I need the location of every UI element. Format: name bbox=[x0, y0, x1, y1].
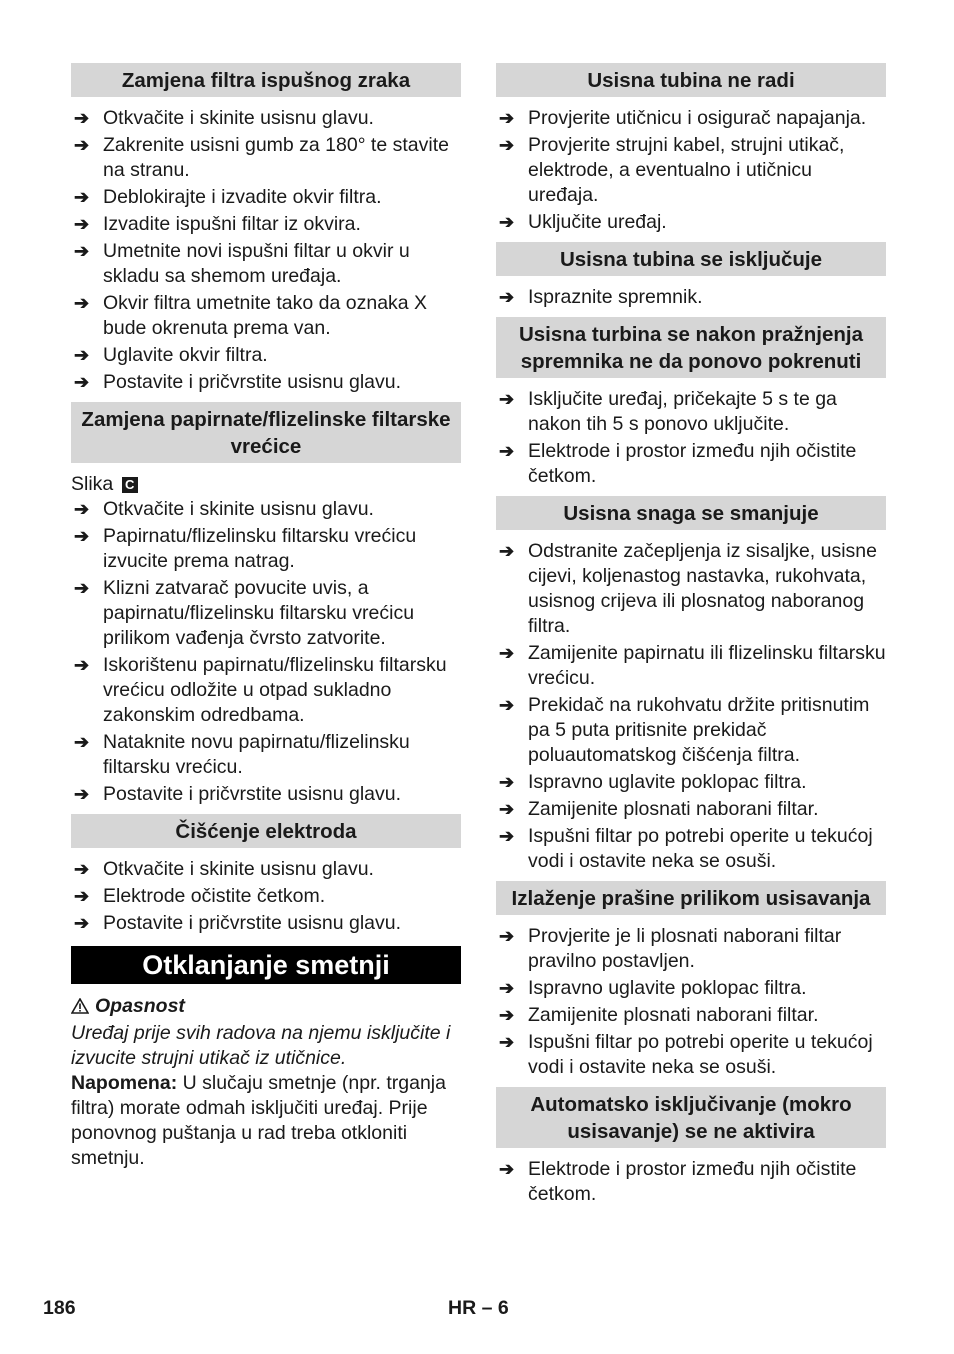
arrow-right-icon: ➔ bbox=[499, 978, 515, 998]
step-item bbox=[496, 539, 886, 639]
step-list bbox=[496, 106, 886, 235]
warning-label: Opasnost bbox=[95, 995, 185, 1017]
arrow-right-icon: ➔ bbox=[74, 499, 90, 519]
step-text: Zamijenite plosnati naborani filtar. bbox=[528, 798, 819, 820]
step-item bbox=[71, 524, 461, 574]
arrow-right-icon: ➔ bbox=[499, 108, 515, 128]
step-text: Otkvačite i skinite usisnu glavu. bbox=[103, 498, 374, 520]
step-item bbox=[496, 1030, 886, 1080]
step-text: Otkvačite i skinite usisnu glavu. bbox=[103, 107, 374, 129]
step-text: Ispravno uglavite poklopac filtra. bbox=[528, 977, 807, 999]
step-text: Postavite i pričvrstite usisnu glavu. bbox=[103, 912, 402, 934]
step-item bbox=[496, 1157, 886, 1207]
step-text: Elektrode i prostor između njih očistite četkom. bbox=[528, 440, 857, 487]
step-item bbox=[71, 576, 461, 651]
step-item bbox=[71, 239, 461, 289]
arrow-right-icon: ➔ bbox=[499, 212, 515, 232]
arrow-right-icon: ➔ bbox=[74, 913, 90, 933]
arrow-right-icon: ➔ bbox=[499, 826, 515, 846]
arrow-right-icon: ➔ bbox=[74, 372, 90, 392]
step-text: Zamijenite plosnati naborani filtar. bbox=[528, 1004, 819, 1026]
step-text: Deblokirajte i izvadite okvir filtra. bbox=[103, 186, 382, 208]
figure-reference bbox=[71, 472, 461, 497]
step-list bbox=[496, 539, 886, 874]
step-text: Ispraznite spremnik. bbox=[528, 286, 703, 308]
step-list bbox=[496, 387, 886, 489]
arrow-right-icon: ➔ bbox=[74, 784, 90, 804]
step-item bbox=[71, 911, 461, 936]
step-text: Ispušni filtar po potrebi operite u tekućoj vodi i ostavite neka se osuši. bbox=[528, 1031, 873, 1078]
arrow-right-icon: ➔ bbox=[74, 886, 90, 906]
step-text: Provjerite strujni kabel, strujni utikač, elektrode, a eventualno i utičnicu uređaja. bbox=[528, 134, 845, 206]
step-item bbox=[71, 497, 461, 522]
arrow-right-icon: ➔ bbox=[499, 772, 515, 792]
step-item bbox=[71, 291, 461, 341]
step-text: Iskorištenu papirnatu/flizelinsku filtarsku vrećicu odložite u otpad sukladno zakonskim odredbama. bbox=[103, 654, 447, 726]
warning-title bbox=[71, 994, 461, 1021]
arrow-right-icon: ➔ bbox=[499, 643, 515, 663]
arrow-right-icon: ➔ bbox=[74, 859, 90, 879]
step-item bbox=[496, 210, 886, 235]
arrow-right-icon: ➔ bbox=[499, 541, 515, 561]
section-heading: Zamjena filtra ispušnog zraka bbox=[71, 63, 461, 97]
step-text: Uglavite okvir filtra. bbox=[103, 344, 268, 366]
step-item bbox=[496, 106, 886, 131]
figure-badge: C bbox=[122, 477, 138, 493]
arrow-right-icon: ➔ bbox=[74, 187, 90, 207]
step-item bbox=[496, 976, 886, 1001]
section-heading: Usisna tubina ne radi bbox=[496, 63, 886, 97]
step-item bbox=[496, 1003, 886, 1028]
step-text: Postavite i pričvrstite usisnu glavu. bbox=[103, 371, 402, 393]
arrow-right-icon: ➔ bbox=[499, 695, 515, 715]
step-item bbox=[496, 924, 886, 974]
step-text: Postavite i pričvrstite usisnu glavu. bbox=[103, 783, 402, 805]
step-item bbox=[496, 824, 886, 874]
arrow-right-icon: ➔ bbox=[74, 345, 90, 365]
step-text: Ispravno uglavite poklopac filtra. bbox=[528, 771, 807, 793]
step-text: Umetnite novi ispušni filtar u okvir u skladu sa shemom uređaja. bbox=[103, 240, 410, 287]
step-text: Uključite uređaj. bbox=[528, 211, 667, 233]
step-text: Klizni zatvarač povucite uvis, a papirnatu/flizelinsku filtarsku vrećicu prilikom vađenja čvrsto zatvorite. bbox=[103, 577, 415, 649]
step-item bbox=[496, 797, 886, 822]
step-item bbox=[496, 285, 886, 310]
arrow-right-icon: ➔ bbox=[74, 732, 90, 752]
step-text: Zakrenite usisni gumb za 180° te stavite na stranu. bbox=[103, 134, 449, 181]
step-item bbox=[496, 439, 886, 489]
arrow-right-icon: ➔ bbox=[74, 578, 90, 598]
warning-text: Uređaj prije svih radova na njemu isključite i izvucite strujni utikač iz utičnice. bbox=[71, 1022, 451, 1069]
arrow-right-icon: ➔ bbox=[499, 1159, 515, 1179]
section-heading: Usisna tubina se isključuje bbox=[496, 242, 886, 276]
step-item bbox=[71, 857, 461, 882]
arrow-right-icon: ➔ bbox=[74, 241, 90, 261]
arrow-right-icon: ➔ bbox=[74, 293, 90, 313]
arrow-right-icon: ➔ bbox=[74, 108, 90, 128]
section-heading: Usisna snaga se smanjuje bbox=[496, 496, 886, 530]
step-text: Provjerite je li plosnati naborani filtar pravilno postavljen. bbox=[528, 925, 842, 972]
arrow-right-icon: ➔ bbox=[74, 214, 90, 234]
note-text: U slučaju smetnje (npr. trganja filtra) morate odmah isključiti uređaj. Prije ponovnog puštanja u rad treba otkloniti smetnju. bbox=[71, 1072, 446, 1169]
right-column bbox=[496, 63, 886, 1209]
arrow-right-icon: ➔ bbox=[499, 287, 515, 307]
note-label: Napomena: bbox=[71, 1072, 178, 1094]
warning-triangle-icon bbox=[71, 996, 89, 1021]
step-item bbox=[496, 133, 886, 208]
step-text: Odstranite začepljenja iz sisaljke, usisne cijevi, koljenastog nastavka, rukohvata, usisnog crijeva ili plosnatog naboranog filtra. bbox=[528, 540, 878, 637]
arrow-right-icon: ➔ bbox=[499, 441, 515, 461]
figure-label: Slika bbox=[71, 473, 114, 495]
step-text: Nataknite novu papirnatu/flizelinsku filtarsku vrećicu. bbox=[103, 731, 410, 778]
step-item bbox=[71, 106, 461, 131]
step-list bbox=[496, 924, 886, 1080]
step-list bbox=[71, 857, 461, 936]
step-text: Otkvačite i skinite usisnu glavu. bbox=[103, 858, 374, 880]
step-item bbox=[496, 641, 886, 691]
step-item bbox=[71, 133, 461, 183]
step-text: Ispušni filtar po potrebi operite u tekućoj vodi i ostavite neka se osuši. bbox=[528, 825, 873, 872]
step-item bbox=[71, 212, 461, 237]
step-item bbox=[496, 770, 886, 795]
arrow-right-icon: ➔ bbox=[74, 135, 90, 155]
step-item bbox=[496, 387, 886, 437]
note-paragraph bbox=[71, 1071, 461, 1171]
step-text: Papirnatu/flizelinsku filtarsku vrećicu izvucite prema natrag. bbox=[103, 525, 417, 572]
step-text: Provjerite utičnicu i osigurač napajanja. bbox=[528, 107, 867, 129]
step-list bbox=[496, 1157, 886, 1207]
step-text: Elektrode i prostor između njih očistite četkom. bbox=[528, 1158, 857, 1205]
step-text: Zamijenite papirnatu ili flizelinsku filtarsku vrećicu. bbox=[528, 642, 886, 689]
step-item bbox=[71, 370, 461, 395]
step-item bbox=[71, 343, 461, 368]
step-item bbox=[496, 693, 886, 768]
section-heading: Izlaženje prašine prilikom usisavanja bbox=[496, 881, 886, 915]
step-text: Izvadite ispušni filtar iz okvira. bbox=[103, 213, 361, 235]
arrow-right-icon: ➔ bbox=[74, 655, 90, 675]
step-text: Elektrode očistite četkom. bbox=[103, 885, 326, 907]
language-page-label: HR – 6 bbox=[448, 1297, 509, 1319]
arrow-right-icon: ➔ bbox=[499, 389, 515, 409]
step-text: Okvir filtra umetnite tako da oznaka X bude okrenuta prema van. bbox=[103, 292, 428, 339]
chapter-heading: Otklanjanje smetnji bbox=[71, 946, 461, 984]
section-heading: Zamjena papirnate/flizelinske filtarske vrećice bbox=[71, 402, 461, 463]
left-column bbox=[71, 63, 461, 1171]
step-item bbox=[71, 782, 461, 807]
section-heading: Usisna turbina se nakon pražnjenja spremnika ne da ponovo pokrenuti bbox=[496, 317, 886, 378]
section-heading: Automatsko isključivanje (mokro usisavanje) se ne aktivira bbox=[496, 1087, 886, 1148]
arrow-right-icon: ➔ bbox=[499, 1005, 515, 1025]
step-text: Prekidač na rukohvatu držite pritisnutim pa 5 puta pritisnite prekidač poluautomatskog čišćenja filtra. bbox=[528, 694, 870, 766]
step-list bbox=[71, 106, 461, 395]
arrow-right-icon: ➔ bbox=[499, 799, 515, 819]
step-text: Isključite uređaj, pričekajte 5 s te ga nakon tih 5 s ponovo uključite. bbox=[528, 388, 837, 435]
step-list bbox=[496, 285, 886, 310]
arrow-right-icon: ➔ bbox=[499, 926, 515, 946]
step-list bbox=[71, 497, 461, 807]
step-item bbox=[71, 653, 461, 728]
arrow-right-icon: ➔ bbox=[74, 526, 90, 546]
section-heading: Čišćenje elektroda bbox=[71, 814, 461, 848]
page-number: 186 bbox=[43, 1297, 76, 1319]
step-item bbox=[71, 185, 461, 210]
step-item bbox=[71, 730, 461, 780]
step-item bbox=[71, 884, 461, 909]
arrow-right-icon: ➔ bbox=[499, 1032, 515, 1052]
arrow-right-icon: ➔ bbox=[499, 135, 515, 155]
